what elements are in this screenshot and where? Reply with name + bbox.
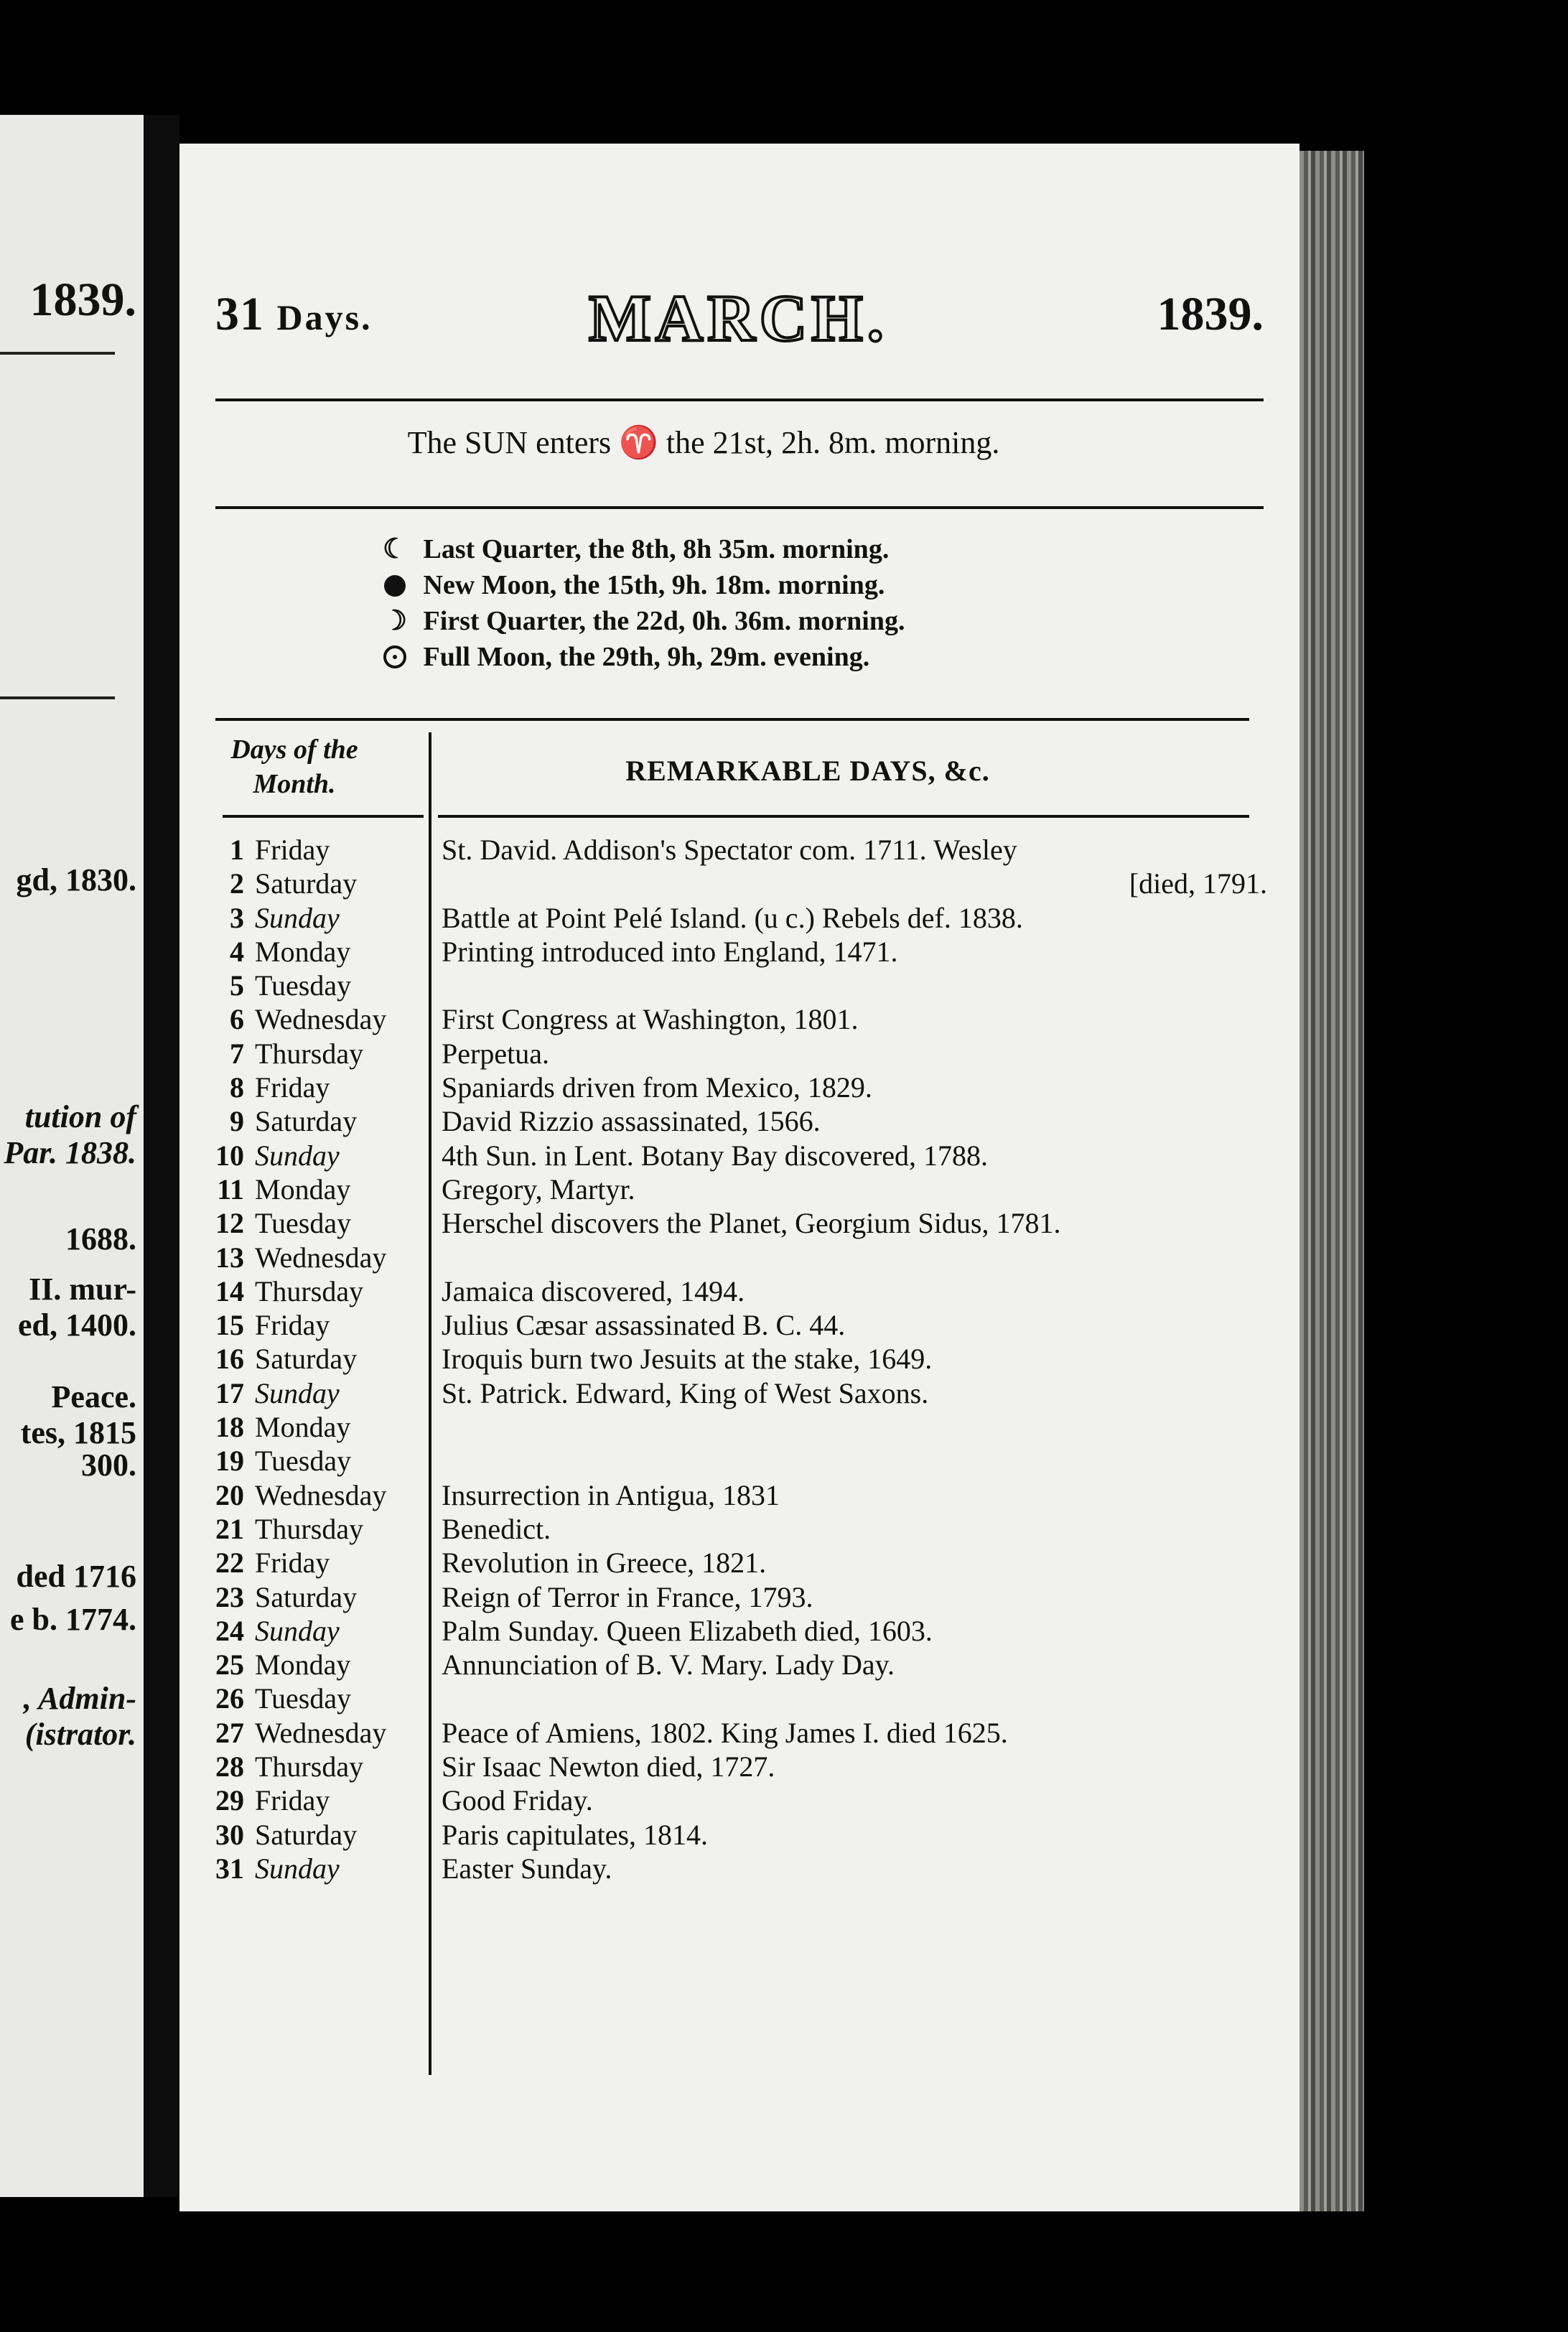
moon-phase-row	[373, 531, 905, 567]
remarkable-event: Battle at Point Pelé Island. (u c.) Rebels def. 1838.	[442, 901, 1023, 934]
weekday: Friday	[255, 1547, 330, 1580]
moon-phase-text: Full Moon, the 29th, 9h, 29m. evening.	[423, 642, 870, 672]
column-rule	[438, 815, 1249, 818]
weekday: Tuesday	[255, 1682, 352, 1715]
day-number: 2	[230, 867, 244, 900]
day-number: 24	[215, 1614, 244, 1647]
weekday: Tuesday	[255, 1445, 352, 1478]
days-count	[215, 287, 373, 342]
facing-page-fragment: 300.	[81, 1447, 136, 1483]
month-title: MARCH.	[589, 281, 888, 355]
weekday: Sunday	[255, 1376, 340, 1409]
heading-line: Days of the	[230, 734, 358, 765]
calendar-row	[201, 1783, 1249, 1817]
remarkable-event: Insurrection in Antigua, 1831	[442, 1478, 780, 1511]
page-header	[215, 280, 1264, 366]
weekday: Saturday	[255, 1105, 358, 1138]
weekday: Sunday	[255, 901, 340, 934]
weekday: Sunday	[255, 1139, 340, 1172]
facing-page-year: 1839.	[29, 274, 136, 326]
calendar-row	[201, 1104, 1249, 1138]
almanac-page	[179, 144, 1299, 2211]
day-number: 19	[215, 1445, 244, 1478]
day-number: 27	[215, 1716, 244, 1749]
heading-line: Month.	[253, 769, 336, 799]
day-number: 17	[215, 1376, 244, 1409]
calendar-row	[201, 1037, 1249, 1071]
weekday: Wednesday	[255, 1716, 387, 1749]
sun-entry-line: The SUN enters ♈ the 21st, 2h. 8m. morning.	[407, 425, 1000, 460]
day-number: 4	[230, 935, 244, 968]
calendar-row	[201, 901, 1249, 935]
remarkable-event: Perpetua.	[442, 1037, 549, 1070]
moon-phases	[373, 531, 905, 675]
day-number: 30	[215, 1818, 244, 1851]
facing-page-rule	[0, 696, 115, 699]
weekday: Saturday	[255, 1343, 358, 1376]
remarkable-event: St. Patrick. Edward, King of West Saxons.	[442, 1376, 929, 1409]
day-number: 12	[215, 1207, 244, 1240]
sun-rule	[215, 506, 1264, 509]
remarkable-event: First Congress at Washington, 1801.	[442, 1003, 859, 1036]
day-number: 23	[215, 1580, 244, 1613]
page-edges	[1299, 151, 1364, 2211]
weekday: Friday	[255, 834, 330, 866]
calendar-row	[201, 1241, 1249, 1274]
remarkable-event: Easter Sunday.	[442, 1852, 612, 1885]
remarkable-event: Gregory, Martyr.	[442, 1172, 635, 1205]
day-number: 31	[215, 1852, 244, 1885]
facing-page-fragment: 1688.	[65, 1221, 136, 1256]
remarkable-event: Sir Isaac Newton died, 1727.	[442, 1750, 775, 1783]
remarkable-event: Jamaica discovered, 1494.	[442, 1274, 745, 1307]
weekday: Thursday	[255, 1512, 364, 1545]
calendar-row	[201, 1342, 1249, 1376]
weekday: Thursday	[255, 1274, 364, 1307]
calendar-row	[201, 1478, 1249, 1512]
calendar-row	[201, 969, 1249, 1002]
remarkable-event: Paris capitulates, 1814.	[442, 1818, 709, 1851]
remarkable-event: Reign of Terror in France, 1793.	[442, 1580, 813, 1613]
weekday: Thursday	[255, 1037, 364, 1070]
remarkable-event: Benedict.	[442, 1512, 551, 1545]
facing-page-fragment: e b. 1774.	[10, 1602, 136, 1637]
day-number: 5	[230, 969, 244, 1002]
days-of-month-heading	[201, 732, 388, 801]
calendar-row	[201, 1274, 1249, 1308]
day-number: 14	[215, 1274, 244, 1307]
calendar-row	[201, 1512, 1249, 1546]
weekday: Friday	[255, 1309, 330, 1342]
calendar-row	[201, 1139, 1249, 1172]
book-gutter	[144, 115, 179, 2197]
day-number: 6	[230, 1003, 244, 1036]
day-number: 26	[215, 1682, 244, 1715]
header-rule	[215, 398, 1264, 401]
first-quarter-icon: ☽	[382, 606, 408, 636]
calendar-row	[201, 1580, 1249, 1614]
calendar-row	[201, 833, 1249, 867]
facing-page-fragment: gd, 1830.	[16, 862, 136, 897]
phases-rule	[215, 718, 1249, 721]
calendar-row	[201, 1071, 1249, 1104]
day-number: 16	[215, 1343, 244, 1376]
moon-phase-text: First Quarter, the 22d, 0h. 36m. morning.	[423, 606, 905, 636]
days-number: 31	[215, 288, 264, 340]
weekday: Friday	[255, 1071, 330, 1104]
day-number: 22	[215, 1547, 244, 1580]
weekday: Wednesday	[255, 1241, 387, 1274]
calendar-row	[201, 1716, 1249, 1750]
new-moon-icon	[384, 575, 406, 597]
remarkable-event: Julius Cæsar assassinated B. C. 44.	[442, 1309, 846, 1342]
weekday: Thursday	[255, 1750, 364, 1783]
calendar-row	[201, 1682, 1249, 1715]
moon-phase-row	[373, 603, 905, 639]
calendar-row	[201, 1444, 1249, 1478]
calendar-row	[201, 1546, 1249, 1580]
remarkable-event: 4th Sun. in Lent. Botany Bay discovered, 1788.	[442, 1139, 989, 1172]
day-number: 29	[215, 1784, 244, 1817]
calendar-row	[201, 1308, 1249, 1342]
moon-phase-text: Last Quarter, the 8th, 8h 35m. morning.	[423, 534, 890, 564]
remarkable-event: [died, 1791.	[1129, 867, 1267, 900]
facing-page-fragment: Peace.	[51, 1379, 136, 1414]
calendar-row	[201, 1206, 1249, 1240]
calendar-row	[201, 1172, 1249, 1206]
day-number: 25	[215, 1648, 244, 1682]
weekday: Monday	[255, 935, 351, 968]
remarkable-event: Palm Sunday. Queen Elizabeth died, 1603.	[442, 1614, 933, 1647]
day-number: 11	[217, 1172, 244, 1205]
remarkable-event: Good Friday.	[442, 1784, 593, 1817]
remarkable-event: Revolution in Greece, 1821.	[442, 1547, 767, 1580]
facing-page-fragment: tution of	[24, 1099, 136, 1134]
days-label: Days.	[276, 297, 373, 337]
weekday: Monday	[255, 1648, 351, 1682]
remarkable-event: Peace of Amiens, 1802. King James I. died 1625.	[442, 1716, 1008, 1749]
remarkable-event: Annunciation of B. V. Mary. Lady Day.	[442, 1648, 895, 1682]
day-number: 7	[230, 1037, 244, 1070]
day-number: 9	[230, 1105, 244, 1138]
facing-page-fragment: ed, 1400.	[18, 1307, 136, 1343]
day-number: 28	[215, 1750, 244, 1783]
day-number: 8	[230, 1071, 244, 1104]
weekday: Tuesday	[255, 1207, 352, 1240]
calendar-row	[201, 1648, 1249, 1682]
calendar-row	[201, 1852, 1249, 1885]
day-number: 15	[215, 1309, 244, 1342]
facing-page-fragment: tes, 1815	[20, 1415, 136, 1450]
facing-page-fragment: ded 1716	[16, 1559, 136, 1594]
remarkable-event: Spaniards driven from Mexico, 1829.	[442, 1071, 872, 1104]
column-rule	[223, 815, 424, 818]
weekday: Saturday	[255, 867, 358, 900]
calendar-row	[201, 1818, 1249, 1852]
calendar-table	[201, 833, 1267, 1885]
weekday: Monday	[255, 1411, 351, 1444]
calendar-row	[201, 1002, 1249, 1036]
calendar-row	[201, 935, 1249, 969]
day-number: 21	[215, 1512, 244, 1545]
facing-page-fragment: , Admin-	[23, 1681, 136, 1716]
day-number: 10	[215, 1139, 244, 1172]
weekday: Friday	[255, 1784, 330, 1817]
facing-page-fragment: Par. 1838.	[4, 1135, 136, 1170]
year-label: 1839.	[1157, 288, 1264, 340]
facing-page-rule	[0, 352, 115, 355]
facing-page-fragment: II. mur-	[29, 1272, 136, 1307]
facing-page	[0, 115, 148, 2197]
calendar-row	[201, 1750, 1249, 1783]
day-number: 1	[230, 834, 244, 866]
calendar-row	[201, 1376, 1249, 1410]
calendar-row	[201, 1410, 1249, 1444]
weekday: Sunday	[255, 1852, 340, 1885]
remarkable-event: St. David. Addison's Spectator com. 1711. Wesley	[442, 834, 1017, 866]
day-number: 18	[215, 1411, 244, 1444]
remarkable-days-heading: REMARKABLE DAYS, &c.	[625, 755, 990, 787]
weekday: Wednesday	[255, 1478, 387, 1511]
remarkable-event: Herschel discovers the Planet, Georgium Sidus, 1781.	[442, 1207, 1061, 1240]
calendar-row	[201, 867, 1267, 900]
weekday: Saturday	[255, 1818, 358, 1851]
last-quarter-icon: ☾	[382, 534, 408, 564]
weekday: Tuesday	[255, 969, 352, 1002]
remarkable-event: Printing introduced into England, 1471.	[442, 935, 898, 968]
remarkable-event: Iroquis burn two Jesuits at the stake, 1649.	[442, 1343, 933, 1376]
weekday: Wednesday	[255, 1003, 387, 1036]
remarkable-event: David Rizzio assassinated, 1566.	[442, 1105, 821, 1138]
weekday: Sunday	[255, 1614, 340, 1647]
weekday: Saturday	[255, 1580, 358, 1613]
day-number: 3	[230, 901, 244, 934]
day-number: 20	[215, 1478, 244, 1511]
calendar-row	[201, 1614, 1249, 1648]
moon-phase-row	[373, 639, 905, 675]
moon-phase-row	[373, 567, 905, 603]
day-number: 13	[215, 1241, 244, 1274]
moon-phase-text: New Moon, the 15th, 9h. 18m. morning.	[423, 570, 885, 600]
facing-page-fragment: (istrator.	[24, 1717, 136, 1752]
full-moon-icon	[383, 645, 406, 668]
weekday: Monday	[255, 1172, 351, 1205]
